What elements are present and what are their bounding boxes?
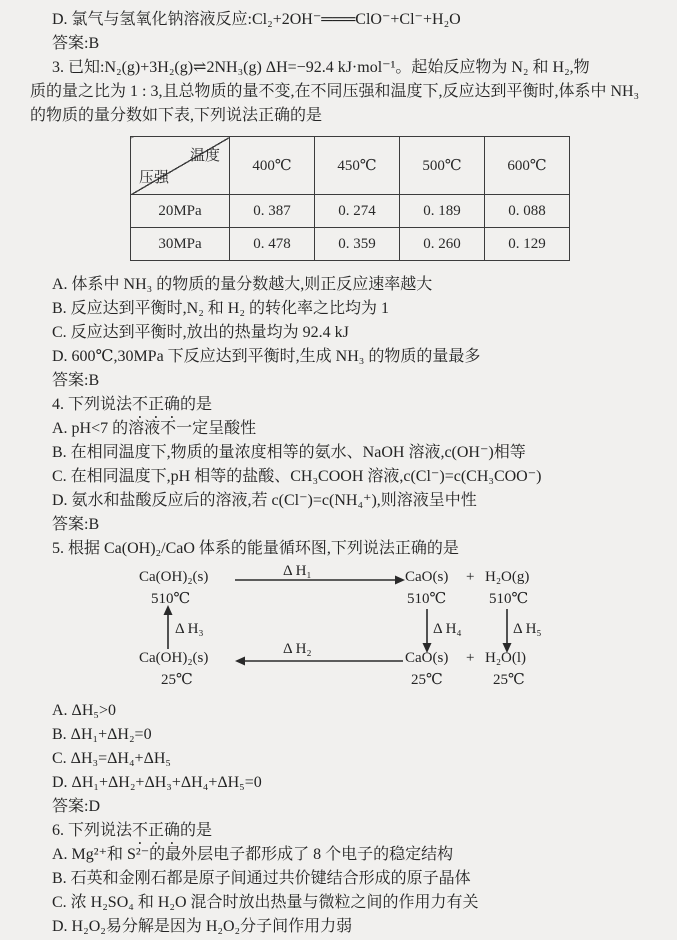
temp-510-right: 510℃	[489, 591, 529, 607]
q3-option-d: D. 600℃,30MPa 下反应达到平衡时,生成 NH₃ 的物质的量最多	[52, 348, 481, 365]
q4-stem-emphasis: 不正确	[132, 396, 181, 413]
temp-25-right: 25℃	[493, 672, 525, 688]
q4-stem-text: 的是	[180, 396, 213, 413]
q2-answer: 答案:B	[52, 35, 100, 52]
table-value-cell: 0. 260	[400, 228, 485, 261]
q2-option-d: D. 氯气与氢氧化钠溶液反应:Cl₂+2OH⁻═══ClO⁻+Cl⁻+H₂O	[52, 11, 461, 28]
table-value-cell: 0. 478	[230, 228, 315, 261]
table-value-cell: 0. 359	[315, 228, 400, 261]
column-header-600: 600℃	[485, 137, 570, 195]
q3-stem-line-1: 3. 已知:N₂(g)+3H₂(g)⇌2NH₃(g) ΔH=−92.4 kJ·mol⁻¹。起始反应物为 N₂ 和 H₂,物	[52, 59, 590, 76]
temp-510-left: 510℃	[151, 591, 191, 607]
q4-option-a: A. pH<7 的溶液不一定呈酸性	[52, 420, 257, 437]
species-h2o-gas: H₂O(g)	[485, 569, 530, 585]
table-corner-cell	[131, 137, 230, 195]
column-header-400: 400℃	[230, 137, 315, 195]
q6-stem-emphasis: 不正确	[132, 822, 181, 839]
temp-510-mid: 510℃	[407, 591, 447, 607]
column-header-450: 450℃	[315, 137, 400, 195]
q4-stem	[30, 393, 659, 417]
plus-sign: +	[466, 569, 475, 585]
row-label-30mpa: 30MPa	[131, 228, 230, 261]
q6-option-a: A. Mg²⁺和 S²⁻的最外层电子都形成了 8 个电子的稳定结构	[52, 846, 454, 863]
temp-25-left: 25℃	[161, 672, 193, 688]
column-header-500: 500℃	[400, 137, 485, 195]
species-cao-25: CaO(s)	[405, 650, 449, 666]
q6-option-b: B. 石英和金刚石都是原子间通过共价键结合形成的原子晶体	[52, 870, 471, 887]
q3-stem-line-2: 质的量之比为 1 : 3,且总物质的量不变,在不同压强和温度下,反应达到平衡时,体系中 NH₃	[30, 83, 640, 100]
q6-stem	[30, 819, 659, 843]
q3-option-a: A. 体系中 NH₃ 的物质的量分数越大,则正反应速率越大	[52, 276, 433, 293]
q5-energy-cycle-diagram	[135, 561, 577, 699]
delta-h5-label: Δ H₅	[513, 621, 542, 637]
table-value-cell: 0. 088	[485, 195, 570, 228]
corner-label-temperature: 温度	[189, 148, 220, 164]
corner-label-pressure: 压强	[139, 170, 170, 186]
q5-option-b: B. ΔH₁+ΔH₂=0	[52, 726, 152, 743]
species-caoh2-510: Ca(OH)₂(s)	[139, 569, 209, 585]
q3-option-b: B. 反应达到平衡时,N₂ 和 H₂ 的转化率之比均为 1	[52, 300, 389, 317]
row-label-20mpa: 20MPa	[131, 195, 230, 228]
q5-answer: 答案:D	[52, 798, 101, 815]
temp-25-mid: 25℃	[411, 672, 443, 688]
q6-option-c: C. 浓 H₂SO₄ 和 H₂O 混合时放出热量与微粒之间的作用力有关	[52, 894, 479, 911]
delta-h3-label: Δ H₃	[175, 621, 204, 637]
q5-stem: 5. 根据 Ca(OH)₂/CaO 体系的能量循环图,下列说法正确的是	[52, 540, 459, 557]
species-h2o-liquid: H₂O(l)	[485, 650, 527, 666]
species-caoh2-25: Ca(OH)₂(s)	[139, 650, 209, 666]
delta-h1-label: Δ H₁	[283, 563, 312, 579]
q4-stem-text: 4. 下列说法	[52, 396, 133, 413]
q4-option-d: D. 氨水和盐酸反应后的溶液,若 c(Cl⁻)=c(NH₄⁺),则溶液呈中性	[52, 492, 477, 509]
q4-answer: 答案:B	[52, 516, 100, 533]
q3-equilibrium-table	[130, 136, 570, 261]
table-value-cell: 0. 387	[230, 195, 315, 228]
q5-option-c: C. ΔH₃=ΔH₄+ΔH₅	[52, 750, 171, 767]
q6-stem-text: 的是	[180, 822, 213, 839]
q6-stem-text: 6. 下列说法	[52, 822, 133, 839]
q4-option-b: B. 在相同温度下,物质的量浓度相等的氨水、NaOH 溶液,c(OH⁻)相等	[52, 444, 526, 461]
q6-option-d: D. H₂O₂易分解是因为 H₂O₂分子间作用力弱	[52, 918, 353, 935]
table-value-cell: 0. 274	[315, 195, 400, 228]
species-cao-510: CaO(s)	[405, 569, 449, 585]
table-value-cell: 0. 189	[400, 195, 485, 228]
delta-h4-label: Δ H₄	[433, 621, 462, 637]
q4-option-c: C. 在相同温度下,pH 相等的盐酸、CH₃COOH 溶液,c(Cl⁻)=c(CH₃COO⁻)	[52, 468, 542, 485]
table-row	[131, 195, 570, 228]
q3-option-c: C. 反应达到平衡时,放出的热量均为 92.4 kJ	[52, 324, 349, 341]
q5-option-a: A. ΔH₅>0	[52, 702, 116, 719]
q3-answer: 答案:B	[52, 372, 100, 389]
q5-option-d: D. ΔH₁+ΔH₂+ΔH₃+ΔH₄+ΔH₅=0	[52, 774, 262, 791]
table-value-cell: 0. 129	[485, 228, 570, 261]
table-row	[131, 228, 570, 261]
q3-stem-line-3: 的物质的量分数如下表,下列说法正确的是	[30, 107, 323, 124]
plus-sign: +	[466, 650, 475, 666]
delta-h2-label: Δ H₂	[283, 641, 312, 657]
